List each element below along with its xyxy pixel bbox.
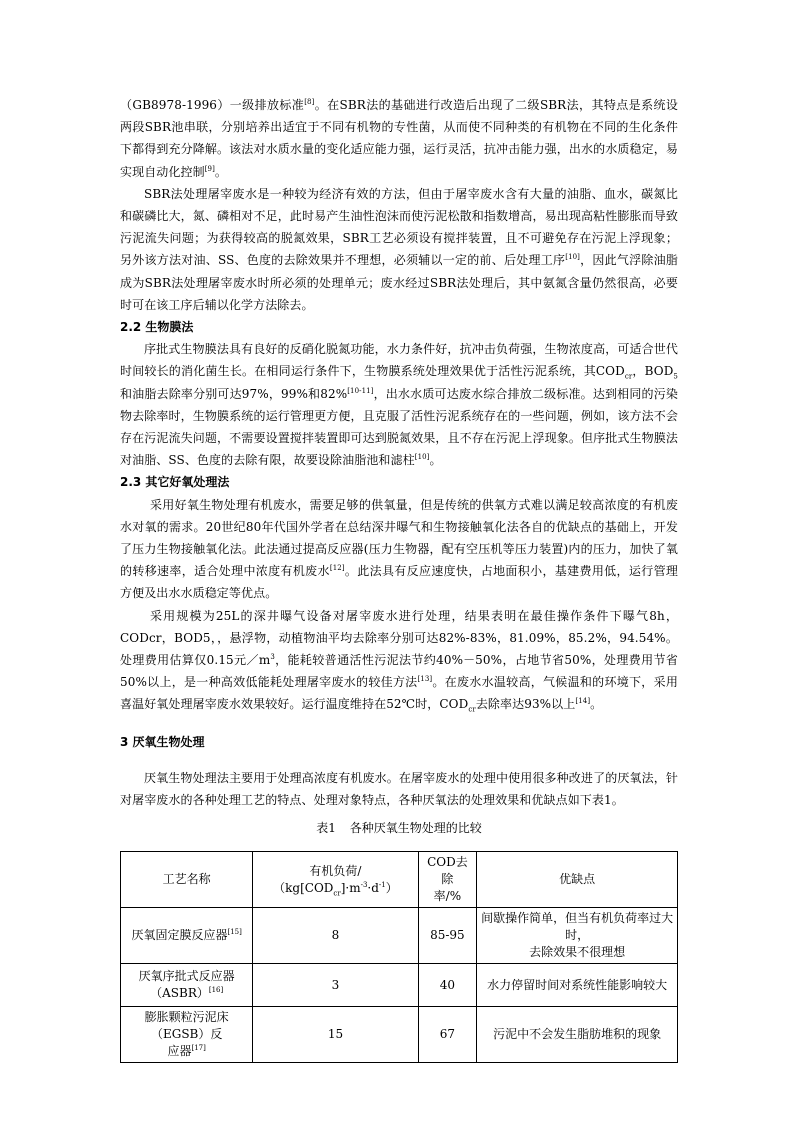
text: ，能耗较普通活性污泥法节约40%－50%，占地节省50%，处理费用节省50%以上，是一种高效低能耗处理屠宰废水的较佳方法 <box>120 653 678 690</box>
citation: [13] <box>417 675 433 684</box>
subscript: cr <box>468 705 476 714</box>
cell-process: 厌氧固定膜反应器[15] <box>121 908 253 964</box>
cell-pros: 污泥中不会发生脂肪堆积的现象 <box>477 1007 678 1063</box>
paragraph-sbr-standard <box>120 94 678 183</box>
citation: [12] <box>329 564 345 573</box>
text: 。 <box>429 453 442 468</box>
header-cod-removal: COD去除 率/% <box>418 852 477 908</box>
text: ，出水水质可达废水综合排放二级标准。达到相同的污染物去除率时，生物膜系统的运行管理更方便，且克服了活性污泥系统存在的一些问题，例如，该方法不会存在污泥流失问题，不需要设置搅拌装置即可达到脱氮效果，且不存在污泥上浮现象。但序批式生物膜法对油脂、SS、色度的去除有限，故要设除油脂池和滤柱 <box>120 386 678 468</box>
citation: [14] <box>575 697 591 706</box>
paragraph-anaerobic-intro: 厌氧生物处理法主要用于处理高浓度有机废水。在屠宰废水的处理中使用很多种改进了的厌氧法，针对屠宰废水的各种处理工艺的特点、处理对象特点，各种厌氧法的处理效果和优缺点如下表1。 <box>120 770 678 808</box>
text: SBR法处理屠宰废水是一种较为经济有效的方法，但由于屠宰废水含有大量的油脂、血水，碳氮比和碳磷比大，氮、磷相对不足，此时易产生油性泡沫而使污泥松散和指数增高，易出现高粘性膨胀而导致污泥流失问题；为获得较高的脱氮效果，SBR工艺必须设有搅拌装置，且不可避免存在污泥上浮现象；另外该方法对油、SS、色度的去除效果并不理想，必须辅以一定的前、后处理工序 <box>120 186 678 268</box>
text: 。 <box>590 697 603 712</box>
cell-cod: 40 <box>418 964 477 1007</box>
header-organic-load: 有机负荷/ $(kg[COD_{cr}]\cdot m^{-3}\cdot d^{-1})$ <box>253 852 418 908</box>
cell-cod: 85-95 <box>418 908 477 964</box>
text: 和油脂去除率分别可达97%，99%和82% <box>120 386 348 401</box>
table-row <box>121 964 678 1007</box>
text: 采用好氧生物处理有机废水，需要足够的供氧量，但是传统的供氧方式难以满足较高浓度的有机废水对氧的需求。20世纪80年代国外学者在总结深井曝气和生物接触氧化法各自的优缺点的基础上，开发了压力生物接触氧化法。此法通过提高反应器(压力生物器，配有空压机等压力装置)内的压力，加快了氧的转移速率，适合处理中浓度有机废水 <box>120 497 678 579</box>
paragraph-biofilm <box>120 338 678 471</box>
section-heading-2-3: 2.3 其它好氧处理法 <box>120 475 230 490</box>
header-pros-cons: 优缺点 <box>477 852 678 908</box>
table-caption: 表1 各种厌氧生物处理的比较 <box>316 821 482 836</box>
text: ，因此气浮除油脂成为SBR法处理屠宰废水时所必须的处理单元；废水经过SBR法处理后，其中氨氮含量仍然很高，必要时可在该工序后辅以化学方法除去。 <box>120 253 678 312</box>
text: 序批式生物膜法具有良好的反硝化脱氮功能，水力条件好，抗冲击负荷强，生物浓度高，可适合世代时间较长的消化菌生长。在相同运行条件下，生物膜系统处理效果优于活性污泥系统，其COD <box>120 342 678 379</box>
cell-pros: 间歇操作简单，但当有机负荷率过大时， 去除效果不很理想 <box>477 908 678 964</box>
document-page <box>120 94 678 1063</box>
table-header-row <box>121 852 678 908</box>
paragraph-deep-well-aeration <box>120 605 678 716</box>
section-heading-3: 3 厌氧生物处理 <box>120 734 205 749</box>
paragraph-pressure-oxidation <box>120 494 678 605</box>
text: 。在SBR法的基础进行改造后出现了二级SBR法，其特点是系统设两段SBR池串联，分别培养出适宜于不同有机物的专性菌，从而使不同种类的有机物在不同的生化条件下都得到充分降解。该法对水质水量的变化适应能力强，运行灵活，抗冲击能力强，出水的水质稳定，易实现自动化控制 <box>120 98 678 179</box>
subscript: cr <box>624 372 633 381</box>
cell-process: 膨胀颗粒污泥床（EGSB）反 应器[17] <box>121 1007 253 1063</box>
table-row <box>121 908 678 964</box>
paragraph-sbr-analysis <box>120 183 678 316</box>
header-process: 工艺名称 <box>121 852 253 908</box>
comparison-table <box>120 851 678 1063</box>
cell-load: 15 <box>253 1007 418 1063</box>
citation: [10-11] <box>347 386 374 395</box>
subscript: 5 <box>673 372 678 381</box>
text: （GB8978-1996）一级排放标准 <box>120 98 305 112</box>
section-heading-2-2: 2.2 生物膜法 <box>120 320 194 335</box>
text: 。 <box>214 164 228 179</box>
citation: [10] <box>565 253 581 262</box>
cell-load: 3 <box>253 964 418 1007</box>
cell-cod: 67 <box>418 1007 477 1063</box>
cell-load: 8 <box>253 908 418 964</box>
text: 。此法具有反应速度快，占地面积小，基建费用低，运行管理方便及出水水质稳定等优点。 <box>120 564 679 601</box>
text: 。在废水水温较高，气候温和的环境下，采用喜温好氧处理屠宰废水效果较好。运行温度维持在52℃时，COD <box>120 675 678 712</box>
superscript: 3 <box>270 653 275 662</box>
citation: [10] <box>414 453 430 462</box>
cell-process: 厌氧序批式反应器 （ASBR）[16] <box>121 964 253 1007</box>
table-row <box>121 1007 678 1063</box>
citation: [9] <box>204 164 215 173</box>
cell-pros: 水力停留时间对系统性能影响较大 <box>477 964 678 1007</box>
text: 去除率达93%以上 <box>475 697 576 712</box>
text: 采用规模为25L的深井曝气设备对屠宰废水进行处理，结果表明在最佳操作条件下曝气8h，CODcr，BOD5，，悬浮物，动植物油平均去除率分别可达82%-83%，81.09%，85.2%，94.54%。处理费用估算仅0.15元／m <box>120 608 678 668</box>
text: ，BOD <box>632 364 674 379</box>
citation: [8] <box>304 98 315 106</box>
